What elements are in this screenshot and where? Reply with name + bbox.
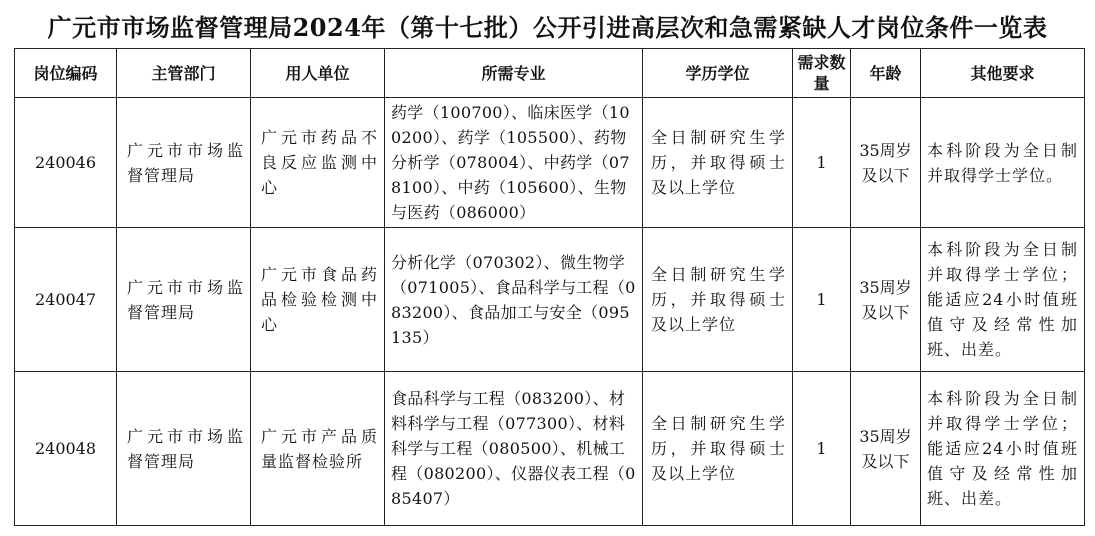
- cell-degree: 全日制研究生学历，并取得硕士及以上学位: [643, 228, 793, 372]
- cell-qty: 1: [793, 228, 851, 372]
- cell-age: 35周岁及以下: [851, 372, 921, 526]
- header-degree: 学历学位: [643, 49, 793, 98]
- cell-other: 本科阶段为全日制并取得学士学位；能适应24小时值班值守及经常性加班、出差。: [921, 372, 1085, 526]
- header-unit: 用人单位: [251, 49, 385, 98]
- table-row: [15, 228, 1085, 372]
- header-age: 年龄: [851, 49, 921, 98]
- cell-age: 35周岁及以下: [851, 228, 921, 372]
- cell-dept: 广元市市场监督管理局: [117, 228, 251, 372]
- cell-age: 35周岁及以下: [851, 98, 921, 228]
- cell-dept: 广元市市场监督管理局: [117, 98, 251, 228]
- cell-unit: 广元市产品质量监督检验所: [251, 372, 385, 526]
- cell-degree: 全日制研究生学历，并取得硕士及以上学位: [643, 372, 793, 526]
- table-row: [15, 372, 1085, 526]
- cell-other: 本科阶段为全日制并取得学士学位。: [921, 98, 1085, 228]
- page-title: 广元市市场监督管理局2024年（第十七批）公开引进高层次和急需紧缺人才岗位条件一览表: [47, 13, 1048, 42]
- cell-code: 240048: [15, 372, 117, 526]
- cell-qty: 1: [793, 372, 851, 526]
- header-other: 其他要求: [921, 49, 1085, 98]
- cell-code: 240047: [15, 228, 117, 372]
- cell-dept: 广元市市场监督管理局: [117, 372, 251, 526]
- cell-qty: 1: [793, 98, 851, 228]
- cell-unit: 广元市食品药品检验检测中心: [251, 228, 385, 372]
- header-dept: 主管部门: [117, 49, 251, 98]
- table-header-row: [15, 49, 1085, 98]
- cell-code: 240046: [15, 98, 117, 228]
- table-row: [15, 98, 1085, 228]
- header-code: 岗位编码: [15, 49, 117, 98]
- cell-other: 本科阶段为全日制并取得学士学位；能适应24小时值班值守及经常性加班、出差。: [921, 228, 1085, 372]
- cell-major: 食品科学与工程（083200）、材料科学与工程（077300）、材料科学与工程（080500）、机械工程（080200）、仪器仪表工程（085407）: [385, 372, 643, 526]
- header-major: 所需专业: [385, 49, 643, 98]
- cell-major: 药学（100700）、临床医学（100200）、药学（105500）、药物分析学（078004）、中药学（078100）、中药（105600）、生物与医药（086000）: [385, 98, 643, 228]
- cell-degree: 全日制研究生学历，并取得硕士及以上学位: [643, 98, 793, 228]
- cell-major: 分析化学（070302）、微生物学（071005）、食品科学与工程（083200）、食品加工与安全（095135）: [385, 228, 643, 372]
- cell-unit: 广元市药品不良反应监测中心: [251, 98, 385, 228]
- header-qty: 需求数量: [793, 49, 851, 98]
- job-conditions-table: [14, 48, 1085, 526]
